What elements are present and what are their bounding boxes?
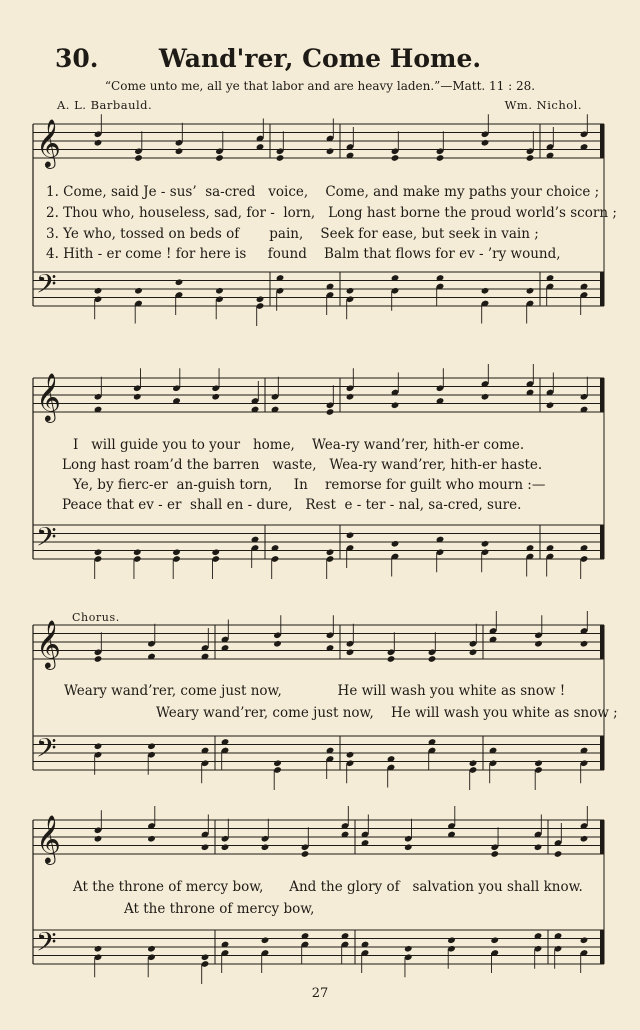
system-4-treble-staff [33, 806, 604, 858]
verse-4-line-b: Peace that ev - er shall en - dure, Rest e - ter - nal, sa-cred, sure. [62, 497, 522, 513]
treble-clef-icon: 𝄞 [36, 814, 61, 863]
verse-3-line-a: 3. Ye who, tossed on beds of pain, Seek for ease, but seek in vain ; [46, 226, 539, 242]
verse-3-line-b: Ye, by fierc-er an-guish torn, In remorse for guilt who mourn :— [73, 477, 546, 493]
system-3-bass-staff [33, 736, 604, 790]
system-2-treble-staff [33, 364, 604, 416]
composer-credit: Wm. Nichol. [504, 98, 582, 112]
verse-1-line-a: 1. Come, said Je - sus’ sa-cred voice, Come, and make my paths your choice ; [46, 184, 600, 200]
system-1-treble-staff [33, 114, 604, 162]
system-3 [33, 611, 604, 790]
verse-2-line-b: Long hast roam’d the barren waste, Wea-ry wand’rer, hith-er haste. [62, 457, 543, 473]
chorus-line-1-bass: Weary wand’rer, come just now, He will wash you white as snow ; [156, 705, 618, 721]
bass-clef-icon: 𝄢 [36, 926, 57, 964]
chorus-line-2-bass: At the throne of mercy bow, [124, 901, 315, 917]
treble-clef-icon: 𝄞 [36, 372, 61, 421]
bass-clef-icon: 𝄢 [36, 732, 57, 770]
chorus-line-2-treble: At the throne of mercy bow, And the glory of salvation you shall know. [73, 879, 583, 895]
bass-clef-icon: 𝄢 [36, 521, 57, 559]
verse-2-line-a: 2. Thou who, houseless, sad, for - lorn, Long hast borne the proud world’s scorn ; [46, 205, 617, 221]
hymn-title: Wand'rer, Come Home. [158, 44, 482, 73]
system-1-bass-staff [33, 272, 604, 326]
treble-clef-icon: 𝄞 [36, 619, 61, 668]
chorus-line-1-treble: Weary wand’rer, come just now, He will wash you white as snow ! [64, 683, 566, 699]
system-4-bass-staff [33, 930, 604, 984]
verse-1-line-b: I will guide you to your home, Wea-ry wand’rer, hith-er come. [73, 437, 525, 453]
lyricist-credit: A. L. Barbauld. [57, 98, 153, 112]
scripture-epigraph: “Come unto me, all ye that labor and are heavy laden.”—Matt. 11 : 28. [104, 79, 536, 93]
chorus-label: Chorus. [72, 611, 120, 624]
hymn-number: 30. [55, 44, 99, 73]
bass-clef-icon: 𝄢 [36, 268, 57, 306]
treble-clef-icon: 𝄞 [36, 118, 61, 167]
page-number: 27 [311, 986, 329, 1001]
verse-4-line-a: 4. Hith - er come ! for here is found Balm that flows for ev - ’ry wound, [46, 246, 561, 262]
system-4 [33, 806, 604, 984]
system-2-bass-staff [33, 525, 604, 579]
